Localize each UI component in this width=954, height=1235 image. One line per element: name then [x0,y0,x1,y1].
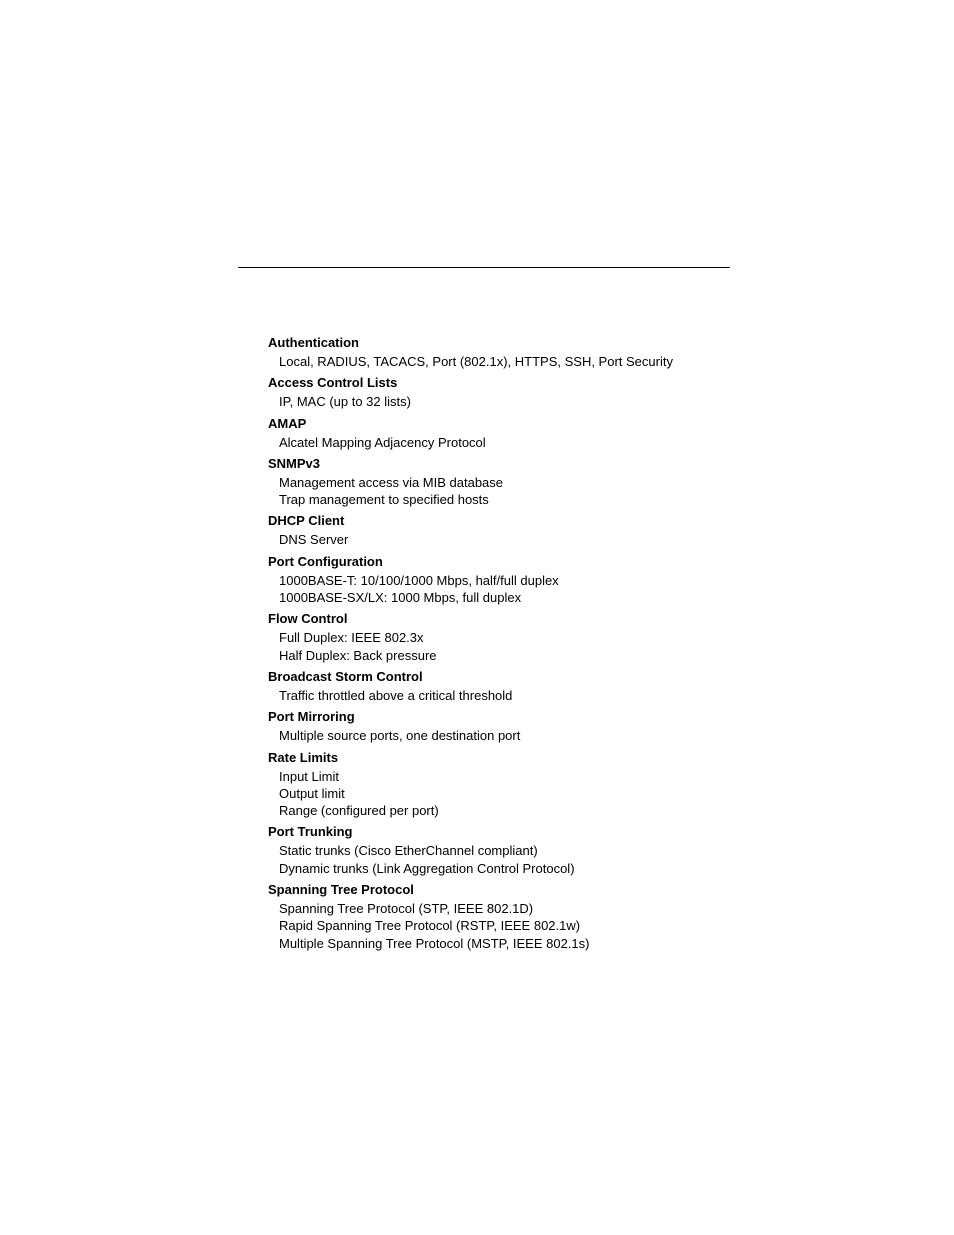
section-broadcast-storm-control [268,668,728,704]
section-dhcp-client [268,512,728,548]
section-port-trunking [268,823,728,877]
section-heading: Spanning Tree Protocol [268,882,414,898]
section-item: Range (configured per port) [279,803,439,819]
section-heading: Port Configuration [268,553,383,569]
section-item: Trap management to specified hosts [279,492,489,508]
section-item: Alcatel Mapping Adjacency Protocol [279,434,486,450]
section-item: DNS Server [279,532,349,548]
section-item: Management access via MIB database [279,474,504,490]
section-access-control-lists [268,374,728,410]
section-authentication [268,334,728,370]
feature-list [268,334,728,956]
section-heading: Broadcast Storm Control [268,668,423,684]
section-heading: DHCP Client [268,513,345,529]
section-heading: SNMPv3 [268,455,321,471]
section-port-configuration [268,553,728,607]
section-item: Static trunks (Cisco EtherChannel compliant) [279,843,538,859]
section-item: Half Duplex: Back pressure [279,647,437,663]
section-item: 1000BASE-T: 10/100/1000 Mbps, half/full duplex [279,572,559,588]
section-item: IP, MAC (up to 32 lists) [279,394,411,410]
section-item: 1000BASE-SX/LX: 1000 Mbps, full duplex [279,590,522,606]
section-heading: Port Trunking [268,824,353,840]
section-snmpv3 [268,455,728,509]
section-flow-control [268,610,728,664]
section-amap [268,415,728,451]
section-heading: Flow Control [268,611,348,627]
section-item: Spanning Tree Protocol (STP, IEEE 802.1D) [279,901,534,917]
section-item: Input Limit [279,768,339,784]
section-heading: Port Mirroring [268,709,355,725]
section-heading: Rate Limits [268,749,339,765]
section-spanning-tree-protocol [268,881,728,952]
section-item: Multiple source ports, one destination port [279,728,521,744]
section-item: Traffic throttled above a critical threshold [279,687,513,703]
section-item: Rapid Spanning Tree Protocol (RSTP, IEEE 802.1w) [279,918,581,934]
section-heading: Authentication [268,335,359,350]
section-rate-limits [268,749,728,820]
section-heading: Access Control Lists [268,375,398,391]
section-item: Dynamic trunks (Link Aggregation Control Protocol) [279,860,575,876]
section-port-mirroring [268,708,728,744]
section-item: Multiple Spanning Tree Protocol (MSTP, IEEE 802.1s) [279,935,590,951]
section-heading: AMAP [268,415,307,431]
section-item: Full Duplex: IEEE 802.3x [279,630,424,646]
section-item: Local, RADIUS, TACACS, Port (802.1x), HTTPS, SSH, Port Security [279,354,673,369]
header-rule [238,267,730,268]
section-item: Output limit [279,785,345,801]
